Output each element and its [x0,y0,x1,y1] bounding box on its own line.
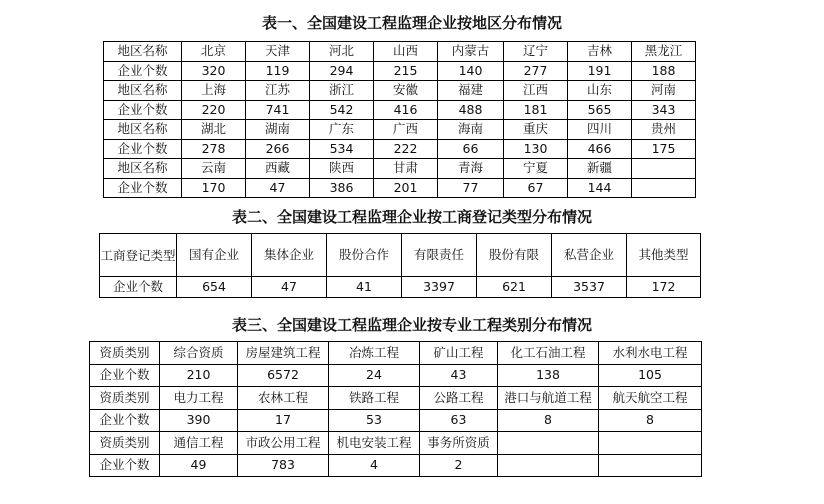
table-cell: 416 [374,100,438,120]
table-cell: 320 [182,61,246,81]
table-cell: 新疆 [568,159,632,179]
table-cell: 浙江 [310,81,374,101]
row-header-cell: 资质类别 [90,432,160,455]
table-cell: 广西 [374,120,438,140]
table-cell: 466 [568,139,632,159]
table-cell [498,432,599,455]
table-cell: 277 [504,61,568,81]
table-cell: 66 [438,139,504,159]
table-row [104,42,696,62]
table-cell: 铁路工程 [329,387,420,410]
table-cell: 农林工程 [238,387,329,410]
table-cell: 294 [310,61,374,81]
table-row [90,432,702,455]
table-cell: 2 [420,454,498,477]
table-cell: 47 [252,277,327,298]
table-cell: 63 [420,409,498,432]
table-cell: 山东 [568,81,632,101]
table-cell: 140 [438,61,504,81]
table-cell: 741 [246,100,310,120]
table-cell: 上海 [182,81,246,101]
table-cell: 47 [246,178,310,198]
table-cell: 福建 [438,81,504,101]
table-cell: 565 [568,100,632,120]
table-cell: 事务所资质 [420,432,498,455]
table-cell: 陕西 [310,159,374,179]
table-cell: 青海 [438,159,504,179]
table-cell: 783 [238,454,329,477]
table-cell: 河南 [632,81,696,101]
table-row [90,387,702,410]
table-cell: 有限责任 [402,234,477,277]
table-row [104,81,696,101]
table-cell: 内蒙古 [438,42,504,62]
row-header-cell: 地区名称 [104,159,182,179]
table-cell: 654 [177,277,252,298]
table-cell: 江苏 [246,81,310,101]
table-cell: 77 [438,178,504,198]
table-cell [498,454,599,477]
table-row [100,234,701,277]
table-cell [632,159,696,179]
table-cell: 山西 [374,42,438,62]
table2-title: 表二、全国建设工程监理企业按工商登记类型分布情况 [231,208,592,226]
row-header-cell: 工商登记类型 [100,234,177,277]
table-cell: 43 [420,364,498,387]
table-cell: 8 [599,409,702,432]
registration-type-table [99,233,701,298]
table-cell: 安徽 [374,81,438,101]
table-cell: 278 [182,139,246,159]
table-row [90,364,702,387]
table-cell: 湖北 [182,120,246,140]
table-cell: 172 [627,277,701,298]
table-cell: 210 [160,364,238,387]
row-header-cell: 地区名称 [104,120,182,140]
table-cell: 105 [599,364,702,387]
table-cell: 航天航空工程 [599,387,702,410]
table-cell: 港口与航道工程 [498,387,599,410]
table-cell: 北京 [182,42,246,62]
table-cell [599,454,702,477]
table-cell: 8 [498,409,599,432]
row-header-cell: 资质类别 [90,387,160,410]
table-row [90,342,702,365]
table-cell: 220 [182,100,246,120]
row-header-cell: 企业个数 [90,364,160,387]
table-cell: 江西 [504,81,568,101]
row-header-cell: 地区名称 [104,81,182,101]
table-cell: 4 [329,454,420,477]
row-header-cell: 企业个数 [104,178,182,198]
region-distribution-table [103,41,696,198]
table-cell: 119 [246,61,310,81]
row-header-cell: 资质类别 [90,342,160,365]
table-cell: 电力工程 [160,387,238,410]
row-header-cell: 地区名称 [104,42,182,62]
table-cell: 390 [160,409,238,432]
table-cell: 甘肃 [374,159,438,179]
table-cell: 488 [438,100,504,120]
table-cell: 市政公用工程 [238,432,329,455]
table-cell: 集体企业 [252,234,327,277]
table-cell: 6572 [238,364,329,387]
row-header-cell: 企业个数 [104,139,182,159]
table-row [90,454,702,477]
row-header-cell: 企业个数 [90,409,160,432]
table-cell: 386 [310,178,374,198]
table-cell: 云南 [182,159,246,179]
table-cell: 49 [160,454,238,477]
table-cell: 海南 [438,120,504,140]
table-row [104,100,696,120]
table-cell: 国有企业 [177,234,252,277]
table-row [104,139,696,159]
table-cell: 天津 [246,42,310,62]
table-cell: 综合资质 [160,342,238,365]
table-row [90,409,702,432]
table-cell: 河北 [310,42,374,62]
row-header-cell: 企业个数 [100,277,177,298]
table-cell: 130 [504,139,568,159]
table-cell: 201 [374,178,438,198]
table-cell: 175 [632,139,696,159]
table-cell: 机电安装工程 [329,432,420,455]
table-cell: 188 [632,61,696,81]
table-cell: 222 [374,139,438,159]
table-row [104,159,696,179]
table-cell: 重庆 [504,120,568,140]
table-cell: 170 [182,178,246,198]
table1-title: 表一、全国建设工程监理企业按地区分布情况 [261,14,562,32]
table-row [104,120,696,140]
table3-title: 表三、全国建设工程监理企业按专业工程类别分布情况 [231,316,592,334]
table-row [104,61,696,81]
table-cell: 冶炼工程 [329,342,420,365]
qualification-category-table [89,341,702,477]
table-cell: 24 [329,364,420,387]
table-cell: 贵州 [632,120,696,140]
table-cell: 股份合作 [327,234,402,277]
table-cell: 通信工程 [160,432,238,455]
table-cell: 湖南 [246,120,310,140]
table-cell: 41 [327,277,402,298]
table-cell: 621 [477,277,552,298]
table-cell: 215 [374,61,438,81]
table-cell: 3537 [552,277,627,298]
table-cell: 股份有限 [477,234,552,277]
table-cell: 矿山工程 [420,342,498,365]
table-cell: 53 [329,409,420,432]
row-header-cell: 企业个数 [104,61,182,81]
table-cell: 67 [504,178,568,198]
table-cell: 宁夏 [504,159,568,179]
table-row [100,277,701,298]
table-cell: 17 [238,409,329,432]
row-header-cell: 企业个数 [104,100,182,120]
table-cell: 138 [498,364,599,387]
table-cell: 公路工程 [420,387,498,410]
table-row [104,178,696,198]
table-cell: 181 [504,100,568,120]
table-cell: 私营企业 [552,234,627,277]
table-cell: 化工石油工程 [498,342,599,365]
table-cell: 343 [632,100,696,120]
table-cell: 黑龙江 [632,42,696,62]
table-cell: 西藏 [246,159,310,179]
table-cell: 四川 [568,120,632,140]
row-header-cell: 企业个数 [90,454,160,477]
table-cell: 534 [310,139,374,159]
table-cell: 吉林 [568,42,632,62]
table-cell: 辽宁 [504,42,568,62]
table-cell: 水利水电工程 [599,342,702,365]
table-cell [599,432,702,455]
table-cell [632,178,696,198]
table-cell: 其他类型 [627,234,701,277]
table-cell: 144 [568,178,632,198]
table-cell: 542 [310,100,374,120]
table-cell: 191 [568,61,632,81]
table-cell: 房屋建筑工程 [238,342,329,365]
table-cell: 广东 [310,120,374,140]
table-cell: 266 [246,139,310,159]
table-cell: 3397 [402,277,477,298]
